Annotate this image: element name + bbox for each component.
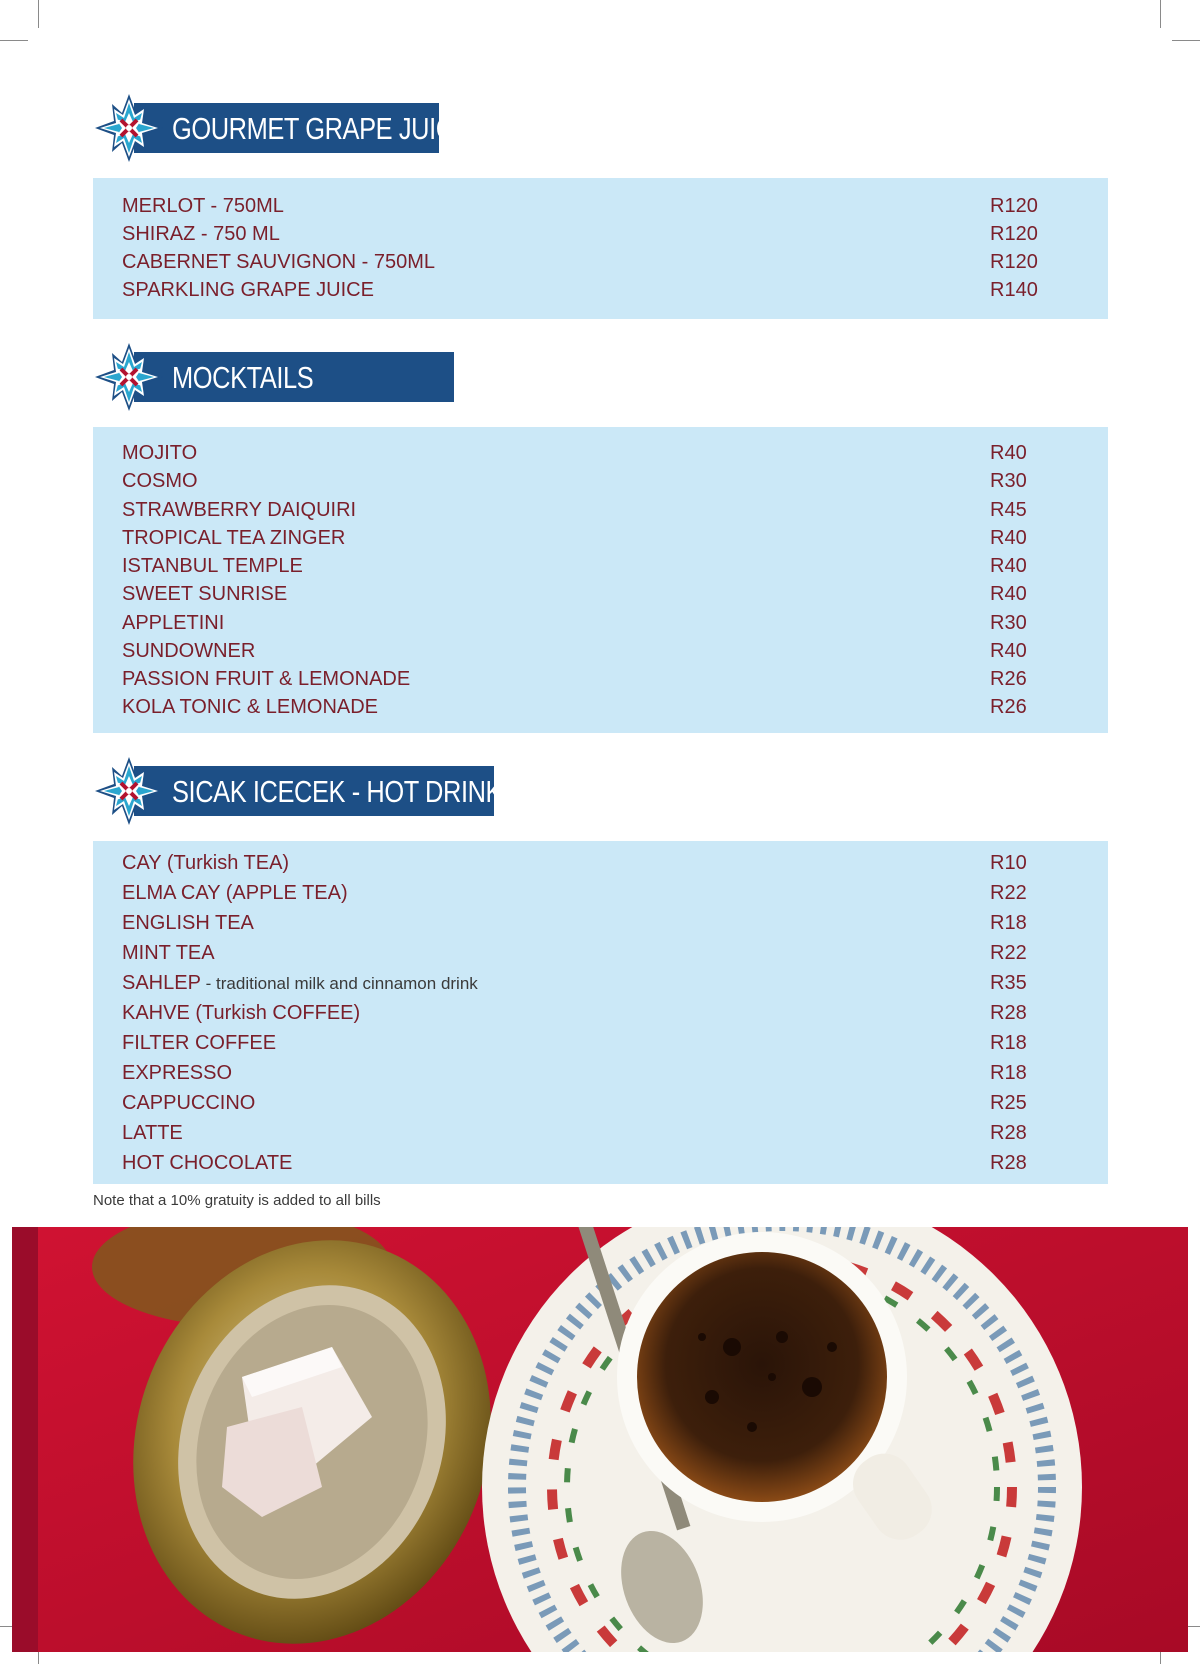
menu-item bbox=[122, 552, 1050, 580]
menu-item-name: EXPRESSO bbox=[122, 1062, 233, 1084]
menu-item bbox=[122, 637, 1050, 665]
crop-mark bbox=[0, 40, 28, 41]
menu-item bbox=[122, 665, 1050, 693]
menu-item-name: ELMA CAY (APPLE TEA) bbox=[122, 882, 348, 904]
menu-item-price: R10 bbox=[990, 852, 1027, 874]
menu-item bbox=[122, 1059, 1050, 1087]
menu-item bbox=[122, 1089, 1050, 1117]
menu-item-price: R40 bbox=[990, 583, 1027, 605]
menu-item-price: R28 bbox=[990, 1002, 1027, 1024]
menu-item-price: R140 bbox=[990, 279, 1038, 301]
menu-item bbox=[122, 220, 1050, 248]
menu-item-name: CAY (Turkish TEA) bbox=[122, 852, 290, 874]
menu-item bbox=[122, 849, 1050, 877]
menu-panel-grape-juice bbox=[93, 178, 1108, 319]
menu-item-name: SWEET SUNRISE bbox=[122, 583, 288, 605]
menu-item-name: MERLOT - 750ML bbox=[122, 195, 284, 217]
menu-item-price: R18 bbox=[990, 1062, 1027, 1084]
menu-item-name: SPARKLING GRAPE JUICE bbox=[122, 279, 374, 301]
menu-item bbox=[122, 609, 1050, 637]
menu-item-price: R18 bbox=[990, 912, 1027, 934]
menu-item bbox=[122, 1119, 1050, 1147]
menu-item bbox=[122, 1149, 1050, 1177]
menu-item-price: R35 bbox=[990, 972, 1027, 994]
menu-item-name: CABERNET SAUVIGNON - 750ML bbox=[122, 251, 436, 273]
menu-item-name: STRAWBERRY DAIQUIRI bbox=[122, 499, 357, 521]
menu-item-price: R26 bbox=[990, 668, 1027, 690]
menu-item bbox=[122, 969, 1050, 997]
menu-item bbox=[122, 939, 1050, 967]
menu-item-price: R22 bbox=[990, 882, 1027, 904]
ottoman-star-emblem-icon bbox=[94, 93, 164, 163]
menu-item bbox=[122, 192, 1050, 220]
menu-item-price: R40 bbox=[990, 527, 1027, 549]
menu-item-name: KAHVE (Turkish COFFEE) bbox=[122, 1002, 361, 1024]
menu-item-price: R28 bbox=[990, 1152, 1027, 1174]
menu-item-name: KOLA TONIC & LEMONADE bbox=[122, 696, 379, 718]
menu-item-description: - traditional milk and cinnamon drink bbox=[200, 974, 478, 993]
ottoman-star-emblem-icon bbox=[94, 756, 164, 826]
menu-item-price: R18 bbox=[990, 1032, 1027, 1054]
menu-item-price: R30 bbox=[990, 612, 1027, 634]
menu-item-price: R30 bbox=[990, 470, 1027, 492]
gratuity-note: Note that a 10% gratuity is added to all bills bbox=[93, 1192, 381, 1209]
menu-item bbox=[122, 580, 1050, 608]
menu-item-price: R40 bbox=[990, 442, 1027, 464]
menu-item bbox=[122, 879, 1050, 907]
menu-item-price: R28 bbox=[990, 1122, 1027, 1144]
turkish-coffee-photo bbox=[12, 1227, 1188, 1652]
crop-mark bbox=[1172, 40, 1200, 41]
menu-item-price: R40 bbox=[990, 555, 1027, 577]
menu-item-price: R25 bbox=[990, 1092, 1027, 1114]
section-header-grape-juice bbox=[94, 93, 471, 163]
menu-panel-mocktails bbox=[93, 427, 1108, 733]
menu-item-name: COSMO bbox=[122, 470, 198, 492]
section-title: SICAK ICECEK - HOT DRINKS bbox=[172, 774, 519, 809]
menu-item-name: LATTE bbox=[122, 1122, 183, 1144]
menu-item-price: R120 bbox=[990, 195, 1038, 217]
menu-item bbox=[122, 999, 1050, 1027]
menu-item-name: MINT TEA bbox=[122, 942, 215, 964]
menu-item-price: R26 bbox=[990, 696, 1027, 718]
menu-item bbox=[122, 693, 1050, 721]
menu-item-name: APPLETINI bbox=[122, 612, 225, 634]
menu-item-price: R45 bbox=[990, 499, 1027, 521]
menu-item bbox=[122, 496, 1050, 524]
menu-item-name: FILTER COFFEE bbox=[122, 1032, 277, 1054]
menu-item-price: R120 bbox=[990, 223, 1038, 245]
menu-item-price: R120 bbox=[990, 251, 1038, 273]
section-title: MOCKTAILS bbox=[172, 360, 314, 395]
menu-item-price: R22 bbox=[990, 942, 1027, 964]
menu-item bbox=[122, 439, 1050, 467]
menu-item-name: SUNDOWNER bbox=[122, 640, 256, 662]
menu-item-name: TROPICAL TEA ZINGER bbox=[122, 527, 346, 549]
menu-item bbox=[122, 248, 1050, 276]
section-title: GOURMET GRAPE JUICE bbox=[172, 111, 471, 146]
menu-item bbox=[122, 1029, 1050, 1057]
menu-panel-hot-drinks bbox=[93, 841, 1108, 1184]
menu-item-name: PASSION FRUIT & LEMONADE bbox=[122, 668, 411, 690]
crop-mark bbox=[38, 0, 39, 28]
section-header-mocktails bbox=[94, 342, 454, 412]
menu-item-name: HOT CHOCOLATE bbox=[122, 1152, 293, 1174]
menu-item-name: CAPPUCCINO bbox=[122, 1092, 256, 1114]
menu-item bbox=[122, 909, 1050, 937]
menu-item bbox=[122, 276, 1050, 304]
menu-item-name: ISTANBUL TEMPLE bbox=[122, 555, 303, 577]
crop-mark bbox=[1160, 0, 1161, 28]
menu-item bbox=[122, 467, 1050, 495]
section-header-hot-drinks bbox=[94, 756, 519, 826]
turkish-coffee-illustration bbox=[12, 1227, 1188, 1652]
menu-item-price: R40 bbox=[990, 640, 1027, 662]
menu-item-name: SAHLEP bbox=[122, 972, 201, 994]
ottoman-star-emblem-icon bbox=[94, 342, 164, 412]
menu-item bbox=[122, 524, 1050, 552]
menu-item-name: SHIRAZ - 750 ML bbox=[122, 223, 280, 245]
menu-item-name: MOJITO bbox=[122, 442, 198, 464]
menu-item-name: ENGLISH TEA bbox=[122, 912, 254, 934]
